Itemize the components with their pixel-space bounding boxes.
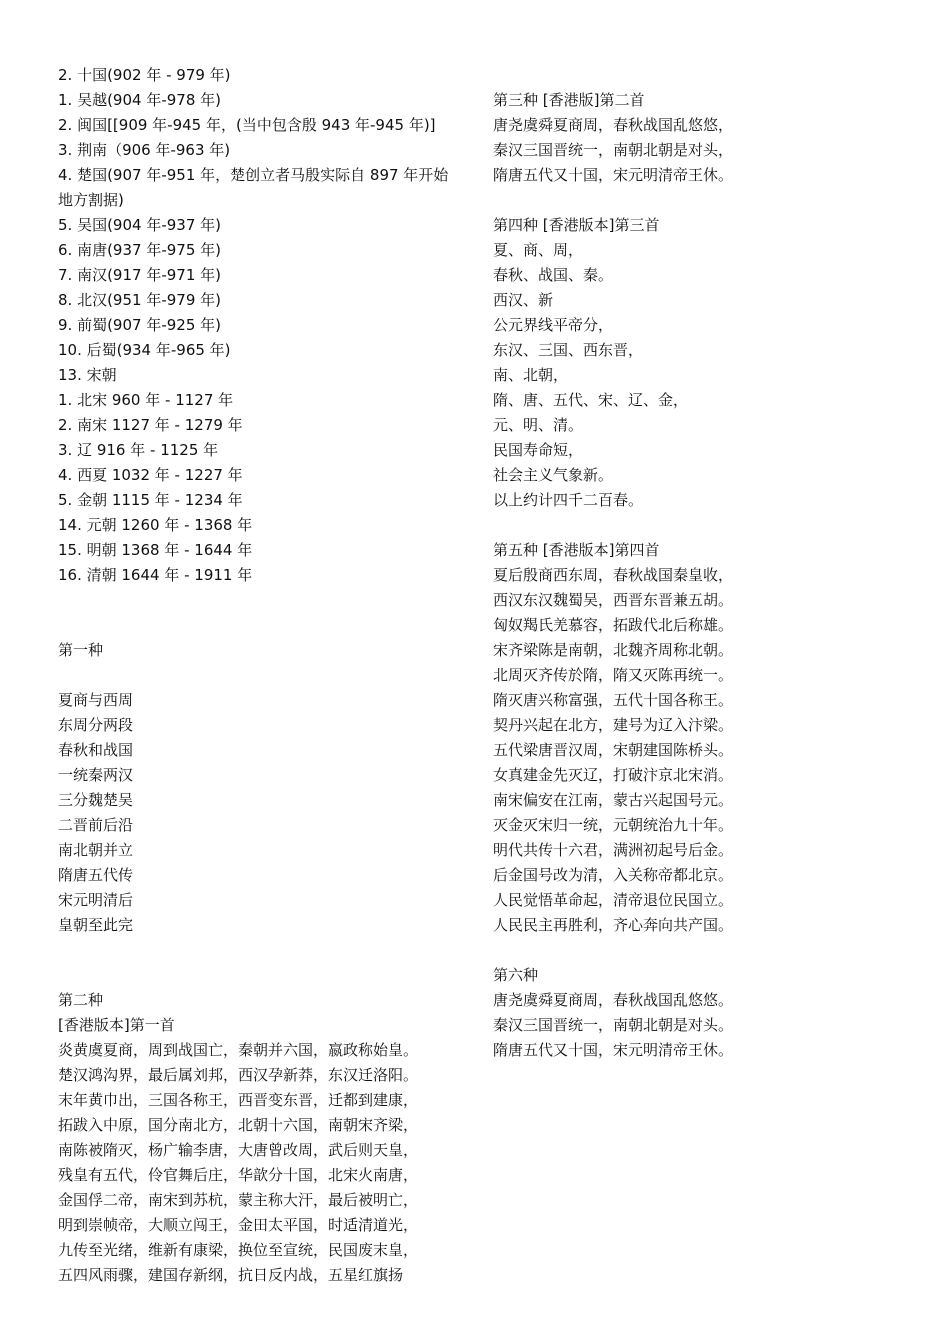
- text-line: 二晋前后沿: [58, 816, 134, 834]
- text-line: 5. 吴国(904 年-937 年): [58, 216, 221, 234]
- text-line: 夏后殷商西东周，春秋战国秦皇收，: [493, 566, 734, 584]
- blank-line: [58, 663, 466, 688]
- text-line: 以上约计四千二百春。: [493, 491, 644, 509]
- text-line: 隋唐五代又十国，宋元明清帝王休。: [493, 166, 734, 184]
- right-text-column: [493, 88, 913, 1063]
- blank-line: [493, 513, 913, 538]
- text-line: 15. 明朝 1368 年 - 1644 年: [58, 541, 253, 559]
- text-line: 第三种 [香港版]第二首: [493, 91, 645, 109]
- text-line: 3. 辽 916 年 - 1125 年: [58, 441, 219, 459]
- text-line: 隋灭唐兴称富强，五代十国各称王。: [493, 691, 734, 709]
- text-line: 五四风雨骤，建国存新纲，抗日反内战，五星红旗扬: [58, 1266, 404, 1284]
- blank-line: [58, 938, 466, 963]
- text-line: 第四种 [香港版本]第三首: [493, 216, 660, 234]
- text-line: 元、明、清。: [493, 416, 584, 434]
- text-line: 隋唐五代又十国，宋元明清帝王休。: [493, 1041, 734, 1059]
- text-line: 1. 吴越(904 年-978 年): [58, 91, 221, 109]
- text-line: 秦汉三国晋统一，南朝北朝是对头。: [493, 1016, 734, 1034]
- text-line: 东周分两段: [58, 716, 134, 734]
- text-line: 夏商与西周: [58, 691, 134, 709]
- text-line: 北周灭齐传於隋，隋又灭陈再统一。: [493, 666, 734, 684]
- text-line: 13. 宋朝: [58, 366, 117, 384]
- text-line: 第六种: [493, 966, 539, 984]
- text-line: 炎黄虞夏商，周到战国亡，秦朝并六国，嬴政称始皇。: [58, 1041, 419, 1059]
- blank-line: [58, 588, 466, 613]
- text-line: 南北朝并立: [58, 841, 134, 859]
- text-line: 五代梁唐晋汉周，宋朝建国陈桥头。: [493, 741, 734, 759]
- blank-line: [493, 188, 913, 213]
- text-line: 16. 清朝 1644 年 - 1911 年: [58, 566, 253, 584]
- text-line: 7. 南汉(917 年-971 年): [58, 266, 221, 284]
- text-line: 2. 南宋 1127 年 - 1279 年: [58, 416, 243, 434]
- text-line: 人民民主再胜利，齐心奔向共产国。: [493, 916, 734, 934]
- text-line: 灭金灭宋归一统，元朝统治九十年。: [493, 816, 734, 834]
- text-line: 宋元明清后: [58, 891, 134, 909]
- text-line: [香港版本]第一首: [58, 1016, 175, 1034]
- text-line: 楚汉鸿沟界，最后属刘邦，西汉孕新莽，东汉迁洛阳。: [58, 1066, 419, 1084]
- text-line: 西汉东汉魏蜀吴，西晋东晋兼五胡。: [493, 591, 734, 609]
- text-line: 南、北朝，: [493, 366, 569, 384]
- blank-line: [58, 963, 466, 988]
- text-line: 后金国号改为清，入关称帝都北京。: [493, 866, 734, 884]
- text-line: 明代共传十六君，满洲初起号后金。: [493, 841, 734, 859]
- text-line: 明到崇帧帝，大顺立闯王，金田太平国，时适清道光，: [58, 1216, 419, 1234]
- text-line: 一统秦两汉: [58, 766, 134, 784]
- text-line: 夏、商、周，: [493, 241, 584, 259]
- text-line: 女真建金先灭辽，打破汴京北宋消。: [493, 766, 734, 784]
- text-line: 隋唐五代传: [58, 866, 134, 884]
- text-line: 南宋偏安在江南，蒙古兴起国号元。: [493, 791, 734, 809]
- text-line: 2. 闽国[[909 年-945 年，(当中包含殷 943 年-945 年)]: [58, 116, 436, 134]
- blank-line: [493, 938, 913, 963]
- blank-line: [58, 613, 466, 638]
- text-line: 唐尧虞舜夏商周，春秋战国乱悠悠，: [493, 116, 734, 134]
- text-line: 4. 楚国(907 年-951 年，楚创立者马殷实际自 897 年开始: [58, 166, 449, 184]
- text-line: 九传至光绪，维新有康梁，换位至宣统，民国废末皇，: [58, 1241, 419, 1259]
- text-line: 14. 元朝 1260 年 - 1368 年: [58, 516, 253, 534]
- text-line: 社会主义气象新。: [493, 466, 614, 484]
- text-line: 皇朝至此完: [58, 916, 134, 934]
- text-line: 民国寿命短，: [493, 441, 584, 459]
- text-line: 第五种 [香港版本]第四首: [493, 541, 660, 559]
- text-line: 6. 南唐(937 年-975 年): [58, 241, 221, 259]
- text-line: 匈奴羯氏羌慕容，拓跋代北后称雄。: [493, 616, 734, 634]
- text-line: 第一种: [58, 641, 104, 659]
- text-line: 隋、唐、五代、宋、辽、金，: [493, 391, 689, 409]
- text-line: 1. 北宋 960 年 - 1127 年: [58, 391, 234, 409]
- text-line: 第二种: [58, 991, 104, 1009]
- text-line: 南陈被隋灭，杨广输李唐，大唐曾改周，武后则天皇，: [58, 1141, 419, 1159]
- text-line: 秦汉三国晋统一，南朝北朝是对头，: [493, 141, 734, 159]
- text-line: 10. 后蜀(934 年-965 年): [58, 341, 231, 359]
- text-line: 3. 荆南（906 年-963 年): [58, 141, 231, 159]
- text-line: 拓跋入中原，国分南北方，北朝十六国，南朝宋齐梁，: [58, 1116, 419, 1134]
- left-text-column: [58, 63, 466, 1288]
- text-line: 残皇有五代，伶官舞后庄，华歆分十国，北宋火南唐，: [58, 1166, 419, 1184]
- text-line: 春秋、战国、秦。: [493, 266, 614, 284]
- text-line: 9. 前蜀(907 年-925 年): [58, 316, 221, 334]
- text-line: 三分魏楚吴: [58, 791, 134, 809]
- text-line: 人民觉悟革命起，清帝退位民国立。: [493, 891, 734, 909]
- text-line: 东汉、三国、西东晋，: [493, 341, 644, 359]
- text-line: 5. 金朝 1115 年 - 1234 年: [58, 491, 243, 509]
- text-line: 4. 西夏 1032 年 - 1227 年: [58, 466, 243, 484]
- text-line: 末年黄巾出，三国各称王，西晋变东晋，迁都到建康，: [58, 1091, 419, 1109]
- text-line: 契丹兴起在北方，建号为辽入汴梁。: [493, 716, 734, 734]
- text-line: 地方割据): [58, 191, 124, 209]
- text-line: 西汉、新: [493, 291, 554, 309]
- text-line: 宋齐梁陈是南朝，北魏齐周称北朝。: [493, 641, 734, 659]
- text-line: 春秋和战国: [58, 741, 134, 759]
- text-line: 唐尧虞舜夏商周，春秋战国乱悠悠。: [493, 991, 734, 1009]
- text-line: 金国俘二帝，南宋到苏杭，蒙主称大汗，最后被明亡，: [58, 1191, 419, 1209]
- text-line: 公元界线平帝分，: [493, 316, 614, 334]
- text-line: 2. 十国(902 年 - 979 年): [58, 66, 231, 84]
- text-line: 8. 北汉(951 年-979 年): [58, 291, 221, 309]
